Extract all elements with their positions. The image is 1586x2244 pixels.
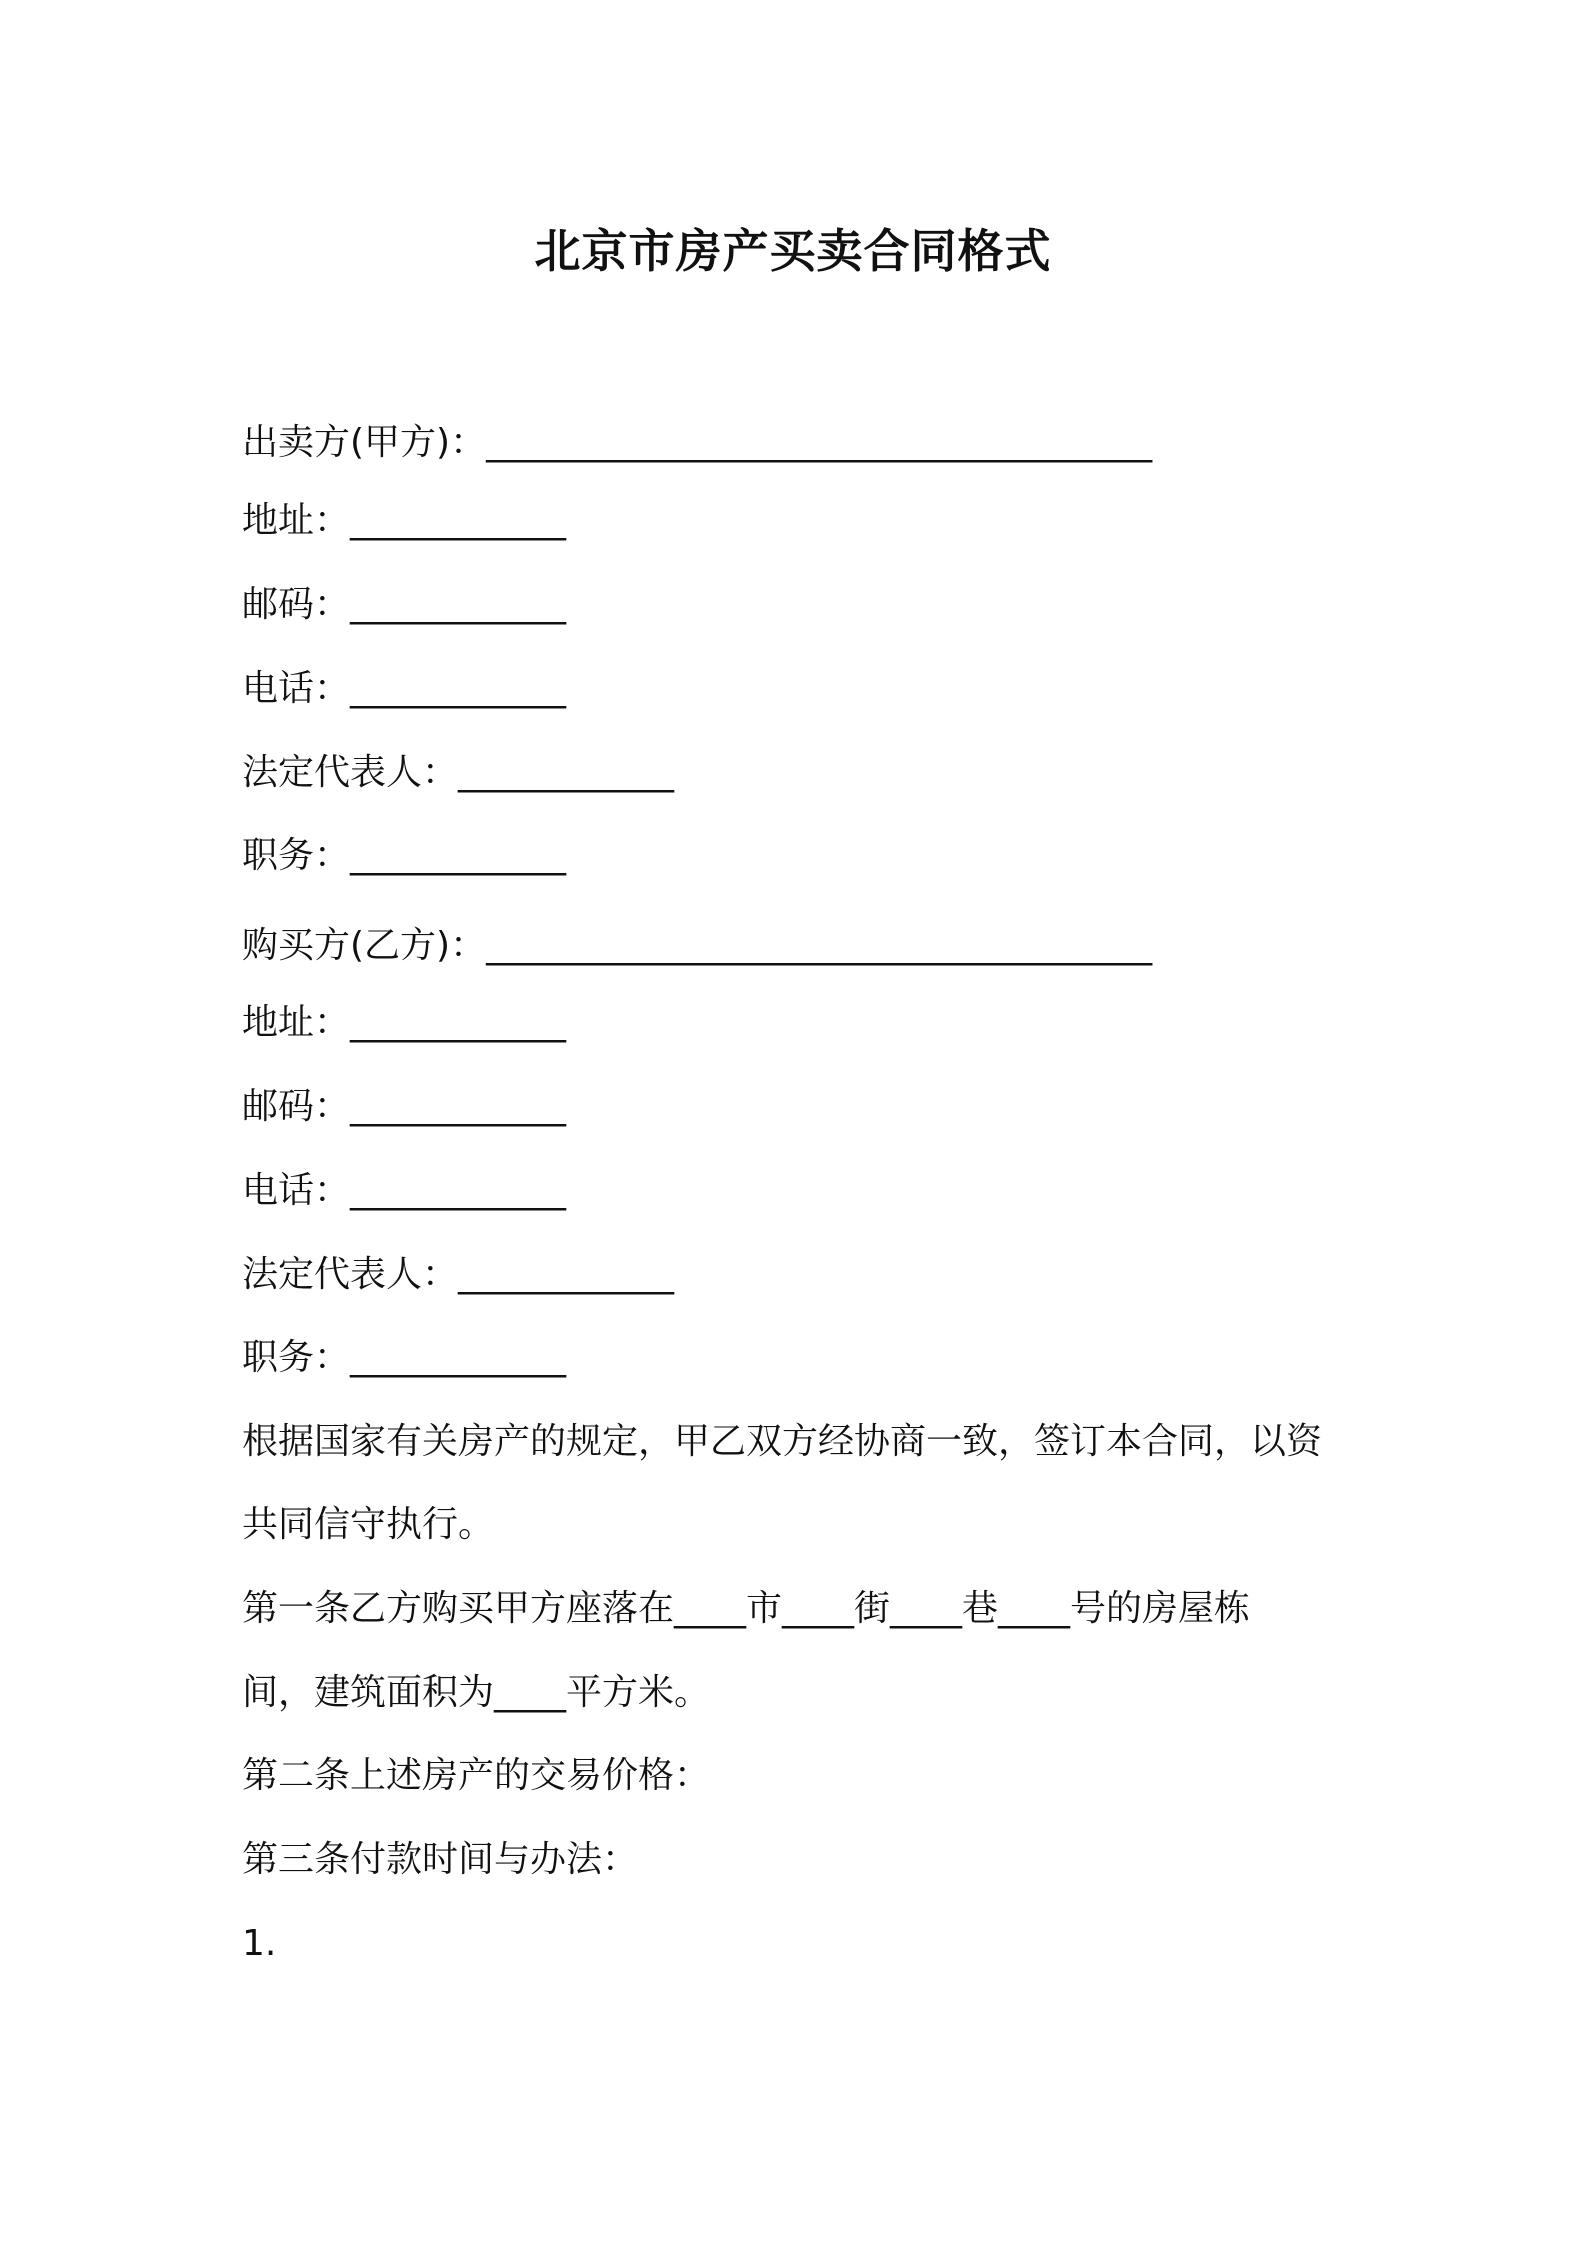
seller-position-line: 职务：____________ bbox=[242, 835, 567, 876]
article-3-line: 第三条付款时间与办法： bbox=[242, 1839, 639, 1880]
buyer-address-line: 地址：____________ bbox=[242, 1002, 567, 1043]
document-title: 北京市房产买卖合同格式 bbox=[534, 224, 1052, 278]
preamble-line-1: 根据国家有关房产的规定，甲乙双方经协商一致，签订本合同，以资 bbox=[242, 1421, 1323, 1462]
seller-party-line: 出卖方(甲方)：_____________________________________ bbox=[242, 422, 1153, 463]
article-1-line-2: 间，建筑面积为____平方米。 bbox=[242, 1672, 711, 1713]
buyer-postcode-line: 邮码：____________ bbox=[242, 1086, 567, 1127]
article-2-line: 第二条上述房产的交易价格： bbox=[242, 1755, 711, 1796]
buyer-party-line: 购买方(乙方)：_____________________________________ bbox=[242, 925, 1153, 966]
seller-postcode-line: 邮码：____________ bbox=[242, 584, 567, 625]
seller-address-line: 地址：____________ bbox=[242, 500, 567, 541]
buyer-legal-rep-line: 法定代表人：____________ bbox=[242, 1254, 675, 1295]
list-item-1: 1. bbox=[242, 1923, 277, 1964]
article-1-line-1: 第一条乙方购买甲方座落在____市____街____巷____号的房屋栋 bbox=[242, 1588, 1251, 1629]
seller-legal-rep-line: 法定代表人：____________ bbox=[242, 752, 675, 793]
buyer-phone-line: 电话：____________ bbox=[242, 1170, 567, 1211]
seller-phone-line: 电话：____________ bbox=[242, 668, 567, 709]
preamble-line-2: 共同信守执行。 bbox=[242, 1504, 495, 1545]
buyer-position-line: 职务：____________ bbox=[242, 1337, 567, 1378]
